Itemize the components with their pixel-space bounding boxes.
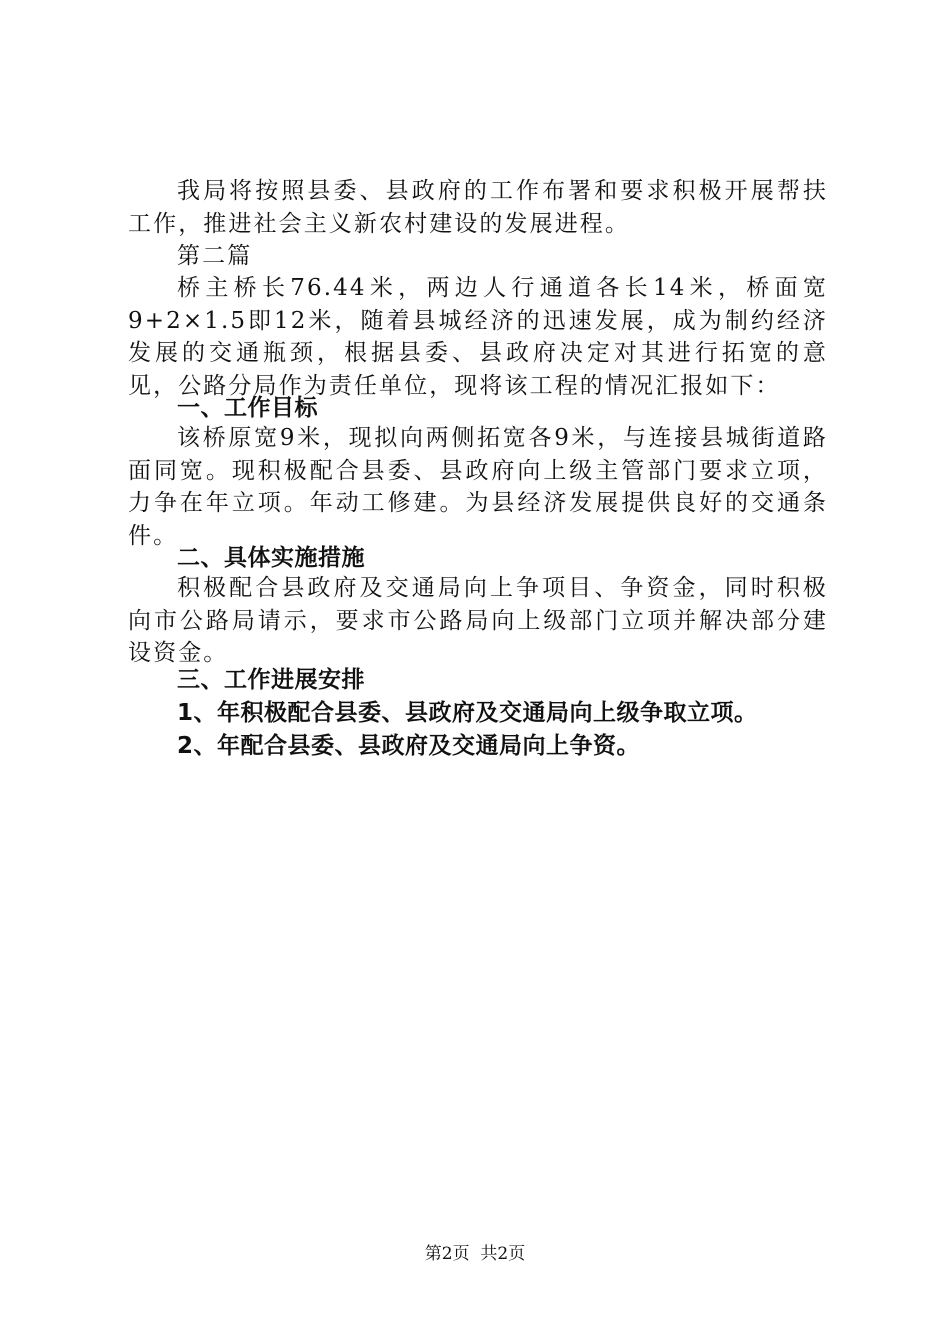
- paragraph-goal: 该桥原宽9米，现拟向两侧拓宽各9米，与连接县城街道路面同宽。现积极配合县委、县政府向上级主管部门要求立项，力争在年立项。年动工修建。为县经济发展提供良好的交通条件。: [128, 425, 828, 549]
- paragraph-measures: 积极配合县政府及交通局向上争项目、争资金，同时积极向市公路局请示，要求市公路局向上级部门立项并解决部分建设资金。: [128, 575, 828, 666]
- heading-measures: 二、具体实施措施: [177, 545, 365, 571]
- list-item-2: 2、年配合县委、县政府及交通局向上争资。: [177, 733, 641, 759]
- page-number-current: 第2页: [424, 1244, 470, 1264]
- paragraph-intro: 我局将按照县委、县政府的工作布署和要求积极开展帮扶工作，推进社会主义新农村建设的发展进程。: [128, 178, 828, 237]
- paragraph-bridge: 桥主桥长76.44米，两边人行通道各长14米，桥面宽9+2×1.5即12米，随着县城经济的迅速发展，成为制约经济发展的交通瓶颈，根据县委、县政府决定对其进行拓宽的意见，公路分局作为责任单位，现将该工程的情况汇报如下：: [128, 275, 828, 399]
- heading-work-goal: 一、工作目标: [177, 395, 318, 421]
- page-number-total: 共2页: [480, 1244, 526, 1264]
- list-item-1: 1、年积极配合县委、县政府及交通局向上级争取立项。: [177, 700, 758, 726]
- heading-progress: 三、工作进展安排: [177, 667, 365, 693]
- section-label: 第二篇: [177, 243, 253, 269]
- page-footer: [0, 1242, 950, 1266]
